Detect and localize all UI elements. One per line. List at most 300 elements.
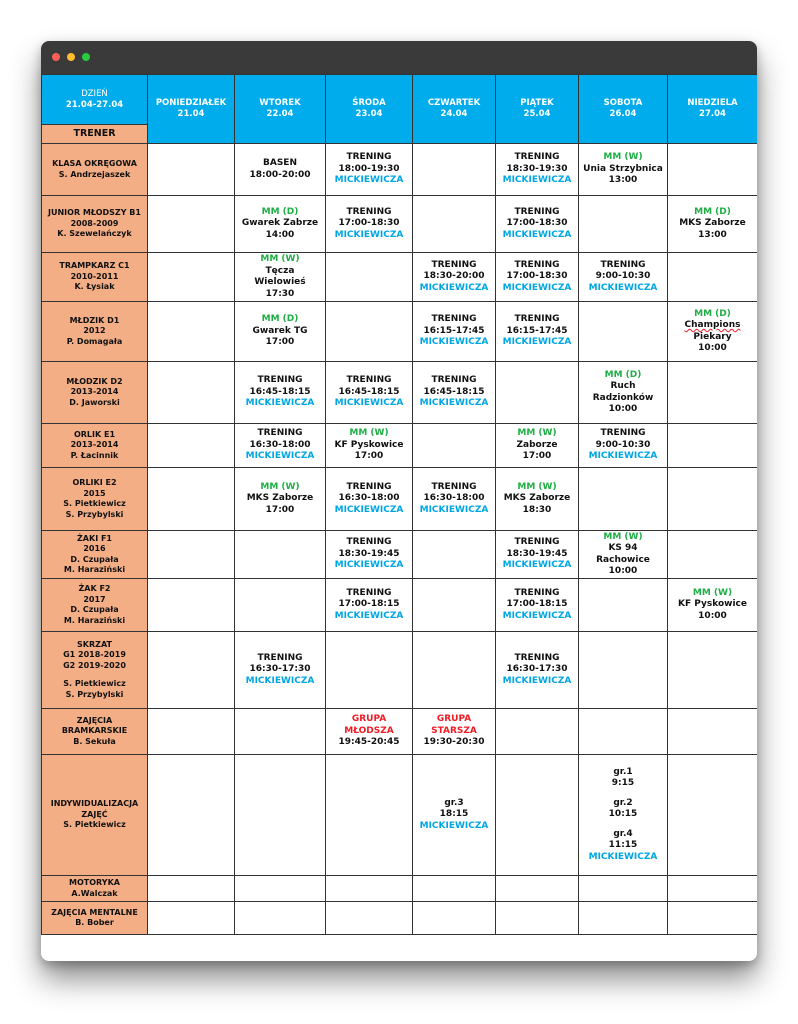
cell-line: KF Pyskowice	[677, 599, 747, 610]
schedule-cell	[496, 196, 579, 253]
row-label-line: M. Haraziński	[63, 565, 126, 574]
schedule-cell	[235, 196, 326, 253]
cell-line: 17:00	[522, 451, 552, 462]
cell-line: 16:45-18:15	[249, 386, 311, 397]
row-label-line: G1 2018-2019	[63, 650, 126, 660]
cell-line: MICKIEWICZA	[245, 451, 315, 462]
cell-line: 9:15	[611, 778, 635, 789]
schedule-cell	[496, 579, 579, 632]
cell-line: MICKIEWICZA	[419, 504, 489, 515]
cell-line: Gwarek Zabrze	[241, 218, 319, 229]
row-label	[42, 632, 148, 709]
cell-line: 16:45-18:15	[423, 386, 485, 397]
cell-line: MICKIEWICZA	[419, 820, 489, 831]
cell-line: MM (W)	[260, 254, 300, 264]
empty-cell	[668, 632, 758, 709]
empty-cell	[579, 196, 668, 253]
empty-cell	[413, 632, 496, 709]
cell-line: 17:00-18:15	[338, 599, 400, 610]
schedule-cell	[579, 362, 668, 424]
schedule-cell	[668, 302, 758, 362]
empty-cell	[668, 531, 758, 579]
row-label	[42, 579, 148, 632]
empty-cell	[148, 362, 235, 424]
cell-line: 17:00-18:15	[506, 599, 568, 610]
cell-line: MICKIEWICZA	[502, 175, 572, 186]
day-date: 23.04	[355, 109, 383, 119]
empty-cell	[148, 424, 235, 468]
cell-line: TRENING	[257, 652, 303, 663]
cell-line: MICKIEWICZA	[502, 675, 572, 686]
cell-line: TRENING	[514, 587, 560, 598]
minimize-window-button[interactable]	[67, 53, 75, 61]
cell-line: MICKIEWICZA	[502, 560, 572, 571]
cell-line: Champions	[684, 320, 741, 330]
row-label	[42, 468, 148, 531]
cell-line: 10:00	[608, 566, 638, 576]
schedule-cell	[413, 253, 496, 302]
row-label-line: S. Pietkiewicz	[63, 820, 126, 830]
empty-cell	[326, 876, 413, 902]
day-name: ŚRODA	[352, 98, 386, 108]
cell-line: 17:00-18:30	[338, 218, 400, 229]
cell-line: MM (W)	[260, 481, 300, 492]
empty-cell	[235, 709, 326, 755]
day-name: WTOREK	[259, 98, 301, 108]
schedule-cell	[235, 632, 326, 709]
cell-line: MICKIEWICZA	[419, 398, 489, 409]
cell-line: TRENING	[514, 259, 560, 270]
empty-cell	[235, 902, 326, 935]
cell-line: MM (W)	[603, 531, 643, 542]
empty-cell	[668, 709, 758, 755]
schedule-cell	[326, 362, 413, 424]
row-label-line: TRAMPKARZ C1	[59, 261, 130, 271]
empty-cell	[668, 902, 758, 935]
row-label-line: 2012	[83, 326, 106, 336]
cell-line: 17:00	[354, 451, 384, 462]
empty-cell	[413, 579, 496, 632]
cell-line: MM (D)	[261, 206, 299, 217]
day-header	[413, 75, 496, 144]
cell-line: Gwarek TG	[252, 325, 308, 336]
cell-line: MKS Zaborze	[246, 493, 314, 504]
schedule-cell	[235, 253, 326, 302]
cell-line: 18:15	[439, 809, 469, 820]
empty-cell	[148, 876, 235, 902]
schedule-cell	[235, 362, 326, 424]
cell-line: MM (W)	[517, 428, 557, 439]
empty-cell	[413, 531, 496, 579]
row-label	[42, 709, 148, 755]
row-label-line: P. Domagała	[66, 336, 123, 346]
schedule-cell	[235, 302, 326, 362]
cell-line: MŁODSZA	[344, 725, 394, 736]
row-label-line: ŻAK F2	[78, 584, 111, 593]
empty-cell	[668, 876, 758, 902]
schedule-cell	[326, 424, 413, 468]
cell-line: MICKIEWICZA	[588, 851, 658, 862]
empty-cell	[579, 709, 668, 755]
row-label-line: ORLIKI E2	[72, 478, 117, 487]
cell-line: MICKIEWICZA	[334, 175, 404, 186]
schedule-cell	[579, 424, 668, 468]
cell-line: Zaborze	[516, 439, 558, 450]
schedule-row	[42, 902, 758, 935]
cell-line: MICKIEWICZA	[334, 560, 404, 571]
row-label-line: S. Przybylski	[65, 509, 124, 519]
trainer-header: TRENER	[42, 125, 148, 144]
row-label-line: 2008-2009	[70, 218, 119, 228]
cell-line: TRENING	[431, 259, 477, 270]
empty-cell	[668, 424, 758, 468]
schedule-cell	[579, 144, 668, 196]
schedule-cell	[496, 302, 579, 362]
cell-line: 16:30-17:30	[506, 664, 568, 675]
row-label-line: B. Bober	[75, 918, 114, 927]
cell-line: 16:30-18:00	[338, 493, 400, 504]
cell-line: TRENING	[514, 314, 560, 325]
empty-cell	[326, 902, 413, 935]
cell-line: Unia Strzybnica	[583, 163, 663, 174]
cell-line: TRENING	[514, 206, 560, 217]
empty-cell	[148, 531, 235, 579]
schedule-row	[42, 632, 758, 709]
row-label-line: 2013-2014	[70, 440, 119, 450]
schedule-row	[42, 362, 758, 424]
row-label	[42, 876, 148, 902]
cell-line: 10:00	[698, 610, 727, 621]
row-label	[42, 531, 148, 579]
day-name: NIEDZIELA	[687, 98, 738, 108]
empty-cell	[413, 876, 496, 902]
row-label-line: S. Przybylski	[65, 689, 124, 699]
cell-line: 18:30-19:45	[506, 548, 568, 559]
row-label	[42, 302, 148, 362]
cell-line: 13:00	[608, 175, 638, 186]
cell-line: GRUPA	[351, 714, 387, 725]
row-label-line: ZAJĘĆ	[81, 809, 108, 819]
schedule-cell	[326, 709, 413, 755]
cell-line: MICKIEWICZA	[245, 398, 315, 409]
schedule-cell	[326, 579, 413, 632]
cell-line: MICKIEWICZA	[502, 282, 572, 293]
cell-line: MICKIEWICZA	[334, 504, 404, 515]
title-bar	[41, 41, 757, 74]
cell-line: TRENING	[346, 537, 392, 548]
cell-line: gr.1	[613, 766, 633, 777]
cell-line: MM (W)	[517, 481, 557, 492]
schedule-cell	[496, 468, 579, 531]
cell-line: TRENING	[600, 428, 646, 439]
row-label-line: G2 2019-2020	[63, 660, 126, 670]
row-label-line: MŁDZIK D1	[69, 315, 120, 325]
empty-cell	[235, 755, 326, 876]
day-header	[496, 75, 579, 144]
schedule-row	[42, 579, 758, 632]
row-label	[42, 755, 148, 876]
empty-cell	[668, 362, 758, 424]
cell-line: 18:30	[522, 504, 552, 515]
day-date: 26.04	[609, 109, 637, 119]
row-label-line: ZAJĘCIA MENTALNE	[51, 907, 138, 917]
cell-line: MICKIEWICZA	[502, 337, 572, 348]
day-name: CZWARTEK	[427, 98, 481, 108]
day-name: SOBOTA	[603, 98, 643, 108]
cell-line: 17:00-18:30	[506, 218, 568, 229]
cell-line: 10:15	[608, 809, 638, 820]
empty-cell	[496, 902, 579, 935]
cell-line: TRENING	[257, 428, 303, 439]
schedule-row	[42, 876, 758, 902]
row-label-line: ŻAKI F1	[77, 533, 112, 543]
schedule-cell	[235, 144, 326, 196]
empty-cell	[413, 196, 496, 253]
cell-line: MM (D)	[694, 308, 731, 319]
schedule-cell	[496, 632, 579, 709]
schedule-row	[42, 144, 758, 196]
row-label-line: M. Haraziński	[63, 615, 126, 625]
row-label-line: 2017	[83, 594, 106, 604]
row-label-line: 2013-2014	[70, 387, 119, 397]
maximize-window-button[interactable]	[82, 53, 90, 61]
row-label-line: K. Szewelańczyk	[57, 229, 132, 239]
empty-cell	[326, 253, 413, 302]
empty-cell	[235, 579, 326, 632]
cell-line: 16:45-18:15	[338, 386, 400, 397]
schedule-cell	[668, 579, 758, 632]
cell-line: 14:00	[265, 229, 295, 240]
schedule-cell	[413, 362, 496, 424]
empty-cell	[579, 302, 668, 362]
row-label-line: ZAJĘCIA	[76, 715, 113, 725]
row-label-line: MOTORYKA	[69, 878, 120, 887]
empty-cell	[579, 902, 668, 935]
day-date: 24.04	[440, 109, 468, 119]
cell-line: 17:00	[265, 504, 295, 515]
row-label-line: D. Jaworski	[69, 397, 120, 407]
row-label-line: ORLIK E1	[73, 429, 116, 439]
schedule-cell	[326, 196, 413, 253]
schedule-cell	[496, 253, 579, 302]
cell-line: MICKIEWICZA	[419, 282, 489, 293]
cell-line: 18:30-19:30	[506, 163, 568, 174]
empty-cell	[148, 755, 235, 876]
row-label-line: A.Walczak	[71, 888, 118, 898]
schedule-cell	[413, 302, 496, 362]
schedule-cell	[326, 531, 413, 579]
cell-line	[581, 790, 665, 798]
empty-cell	[235, 531, 326, 579]
empty-cell	[326, 755, 413, 876]
row-label	[42, 144, 148, 196]
row-label-line: S. Pietkiewicz	[63, 679, 126, 689]
schedule-cell	[326, 144, 413, 196]
empty-cell	[496, 709, 579, 755]
day-range-header	[42, 75, 148, 125]
schedule-row	[42, 253, 758, 302]
row-label-line: D. Czupała	[70, 554, 119, 564]
schedule-cell	[579, 253, 668, 302]
schedule-cell	[668, 196, 758, 253]
row-label-line	[44, 671, 145, 679]
row-label-line: K. Łysiak	[74, 282, 115, 292]
cell-line: 9:00-10:30	[595, 271, 651, 282]
schedule-cell	[496, 144, 579, 196]
cell-line: MM (D)	[261, 314, 299, 325]
schedule-row	[42, 302, 758, 362]
schedule-cell	[413, 468, 496, 531]
row-label-line: MŁODZIK D2	[66, 376, 123, 386]
day-name: PIĄTEK	[520, 98, 554, 108]
empty-cell	[148, 302, 235, 362]
cell-line: TRENING	[257, 375, 303, 386]
cell-line: TRENING	[514, 537, 560, 548]
cell-line: TRENING	[346, 206, 392, 217]
day-header	[326, 75, 413, 144]
row-label-line: BRAMKARSKIE	[61, 726, 128, 736]
cell-line: Ruch	[610, 381, 636, 391]
row-label	[42, 424, 148, 468]
row-label-line: KLASA OKRĘGOWA	[52, 159, 137, 168]
schedule-row	[42, 196, 758, 253]
cell-line: MICKIEWICZA	[334, 229, 404, 240]
cell-line: 18:00-20:00	[249, 169, 311, 180]
empty-cell	[496, 755, 579, 876]
cell-line: 19:30-20:30	[423, 737, 485, 748]
schedule-cell	[326, 468, 413, 531]
cell-line: TRENING	[431, 375, 477, 386]
cell-line: 10:00	[608, 404, 638, 414]
empty-cell	[579, 579, 668, 632]
cell-line: 17:00-18:30	[506, 271, 568, 282]
empty-cell	[148, 468, 235, 531]
schedule-cell	[235, 424, 326, 468]
cell-line: TRENING	[346, 481, 392, 492]
cell-line: GRUPA	[436, 714, 472, 725]
cell-line: 17:30	[265, 288, 295, 299]
cell-line: STARSZA	[431, 725, 477, 736]
cell-line: gr.4	[613, 828, 633, 839]
schedule-cell	[413, 755, 496, 876]
cell-line: 18:00-19:30	[338, 163, 400, 174]
schedule-content	[41, 74, 757, 961]
cell-line: 10:00	[698, 343, 727, 353]
cell-line: TRENING	[431, 314, 477, 325]
cell-line: MICKIEWICZA	[588, 282, 658, 293]
cell-line: Radzionków	[592, 392, 654, 403]
day-date: 22.04	[266, 109, 294, 119]
day-date: 25.04	[523, 109, 551, 119]
cell-line: TRENING	[514, 652, 560, 663]
empty-cell	[148, 253, 235, 302]
empty-cell	[579, 632, 668, 709]
schedule-cell	[579, 755, 668, 876]
cell-line: Piekary	[693, 331, 732, 342]
cell-line: 18:30-20:00	[423, 271, 485, 282]
cell-line: MKS Zaborze	[679, 218, 746, 229]
day-date: 21.04	[177, 109, 205, 119]
cell-line: TRENING	[600, 259, 646, 270]
cell-line: MM (W)	[692, 587, 733, 598]
close-window-button[interactable]	[52, 53, 60, 61]
empty-cell	[148, 144, 235, 196]
day-header	[668, 75, 758, 144]
row-label-line: SKRZAT	[77, 639, 112, 649]
cell-line: MICKIEWICZA	[502, 229, 572, 240]
schedule-cell	[413, 709, 496, 755]
empty-cell	[668, 468, 758, 531]
cell-line: MICKIEWICZA	[334, 610, 404, 621]
cell-line: gr.3	[444, 797, 464, 808]
cell-line: Rachowice	[596, 554, 650, 565]
header-row	[42, 75, 758, 125]
cell-line: MICKIEWICZA	[588, 451, 658, 462]
empty-cell	[496, 876, 579, 902]
empty-cell	[579, 468, 668, 531]
day-header	[235, 75, 326, 144]
schedule-row	[42, 468, 758, 531]
row-label	[42, 196, 148, 253]
empty-cell	[148, 709, 235, 755]
row-label-line: JUNIOR MŁODSZY B1	[48, 208, 141, 218]
row-label-line: S. Pietkiewicz	[63, 499, 126, 508]
row-label-line: INDYWIDUALIZACJA	[50, 799, 139, 809]
cell-line: BASEN	[263, 158, 297, 168]
schedule-row	[42, 709, 758, 755]
empty-cell	[413, 144, 496, 196]
row-label-line: 2015	[83, 488, 106, 498]
row-label-line: 2010-2011	[70, 271, 119, 281]
cell-line: TRENING	[346, 587, 392, 598]
cell-line: 16:15-17:45	[506, 325, 568, 336]
empty-cell	[668, 144, 758, 196]
cell-line: MM (W)	[349, 428, 389, 439]
day-date: 27.04	[699, 109, 726, 119]
row-label	[42, 362, 148, 424]
cell-line: MM (D)	[604, 369, 642, 380]
cell-line: KS 94	[608, 543, 638, 553]
cell-line: 19:45-20:45	[338, 737, 400, 748]
row-label-line: P. Łacinnik	[70, 450, 119, 460]
cell-line: TRENING	[346, 375, 392, 386]
cell-line: MM (W)	[603, 152, 643, 163]
cell-line: MICKIEWICZA	[334, 398, 404, 409]
row-label	[42, 902, 148, 935]
cell-line: 16:30-18:00	[423, 493, 485, 504]
schedule-cell	[496, 531, 579, 579]
schedule-cell	[235, 468, 326, 531]
cell-line: KF Pyskowice	[334, 439, 404, 450]
schedule-row	[42, 531, 758, 579]
empty-cell	[148, 632, 235, 709]
schedule-table	[41, 74, 757, 935]
schedule-row	[42, 755, 758, 876]
day-name: PONIEDZIAŁEK	[155, 98, 227, 108]
cell-line: 16:30-18:00	[249, 439, 311, 450]
cell-line: MICKIEWICZA	[502, 610, 572, 621]
cell-line: TRENING	[431, 481, 477, 492]
row-label-line: D. Czupała	[70, 605, 119, 614]
row-label-line: B. Sekuła	[73, 736, 116, 746]
row-label	[42, 253, 148, 302]
cell-line: 18:30-19:45	[338, 548, 400, 559]
cell-line: MICKIEWICZA	[245, 675, 315, 686]
row-label-line: S. Andrzejaszek	[58, 169, 131, 179]
empty-cell	[496, 362, 579, 424]
cell-line: Tęcza	[265, 265, 295, 276]
cell-line	[581, 821, 665, 829]
